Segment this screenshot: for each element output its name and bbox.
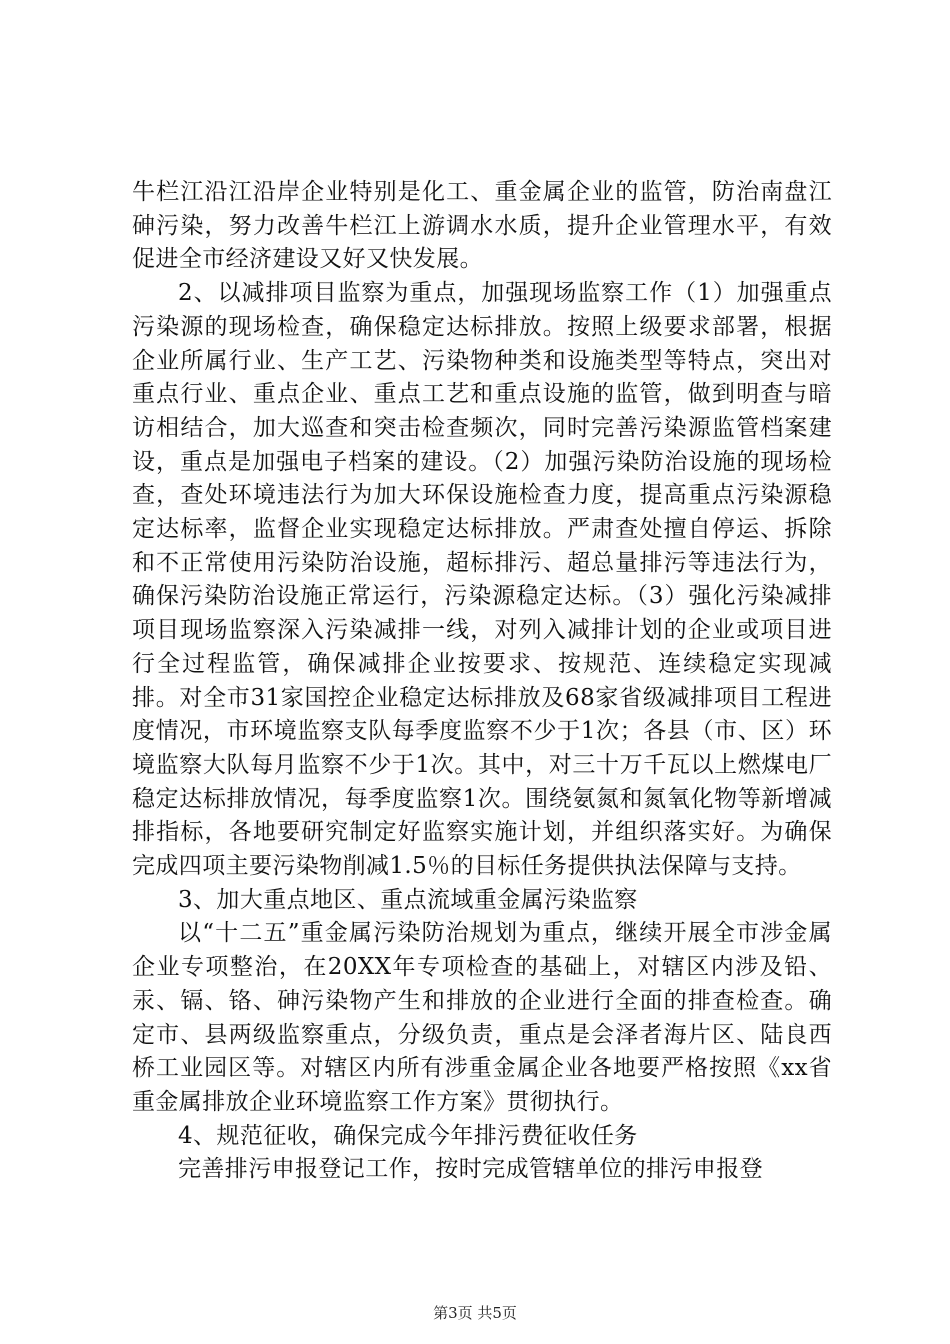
section-heading-4: 4、规范征收，确保完成今年排污费征收任务: [178, 1122, 638, 1149]
document-body: [132, 176, 832, 1187]
paragraph-4: 以“十二五”重金属污染防治规划为重点，继续开展全市涉金属企业专项整治，在20XX年专项检查的基础上，对辖区内涉及铅、汞、镉、铬、砷污染物产生和排放的企业进行全面的排查检查。确定市、县两级监察重点，分级负责，重点是会泽者海片区、陆良西桥工业园区等。对辖区内所有涉重金属企业各地要严格按照《xx省重金属排放企业环境监察工作方案》贯彻执行。: [132, 920, 832, 1115]
page-footer: 第3页 共5页: [433, 1304, 517, 1322]
paragraph-2: 2、以减排项目监察为重点，加强现场监察工作（1）加强重点污染源的现场检查，确保稳定达标排放。按照上级要求部署，根据企业所属行业、生产工艺、污染物种类和设施类型等特点，突出对重点行业、重点企业、重点工艺和重点设施的监管，做到明查与暗访相结合，加大巡查和突击检查频次，同时完善污染源监管档案建设，重点是加强电子档案的建设。（2）加强污染防治设施的现场检查，查处环境违法行为加大环保设施检查力度，提高重点污染源稳定达标率，监督企业实现稳定达标排放。严肃查处擅自停运、拆除和不正常使用污染防治设施，超标排污、超总量排污等违法行为，确保污染防治设施正常运行，污染源稳定达标。（3）强化污染减排项目现场监察深入污染减排一线，对列入减排计划的企业或项目进行全过程监管，确保减排企业按要求、按规范、连续稳定实现减排。对全市31家国控企业稳定达标排放及68家省级减排项目工程进度情况，市环境监察支队每季度监察不少于1次；各县（市、区）环境监察大队每月监察不少于1次。其中，对三十万千瓦以上燃煤电厂稳定达标排放情况，每季度监察1次。围绕氨氮和氮氧化物等新增减排指标，各地要研究制定好监察实施计划，并组织落实好。为确保完成四项主要污染物削减1.5％的目标任务提供执法保障与支持。: [132, 280, 832, 880]
section-heading-3: 3、加大重点地区、重点流域重金属污染监察: [178, 886, 638, 913]
paragraph-6: 完善排污申报登记工作，按时完成管辖单位的排污申报登: [178, 1156, 763, 1183]
paragraph-1: 牛栏江沿江沿岸企业特别是化工、重金属企业的监管，防治南盘江砷污染，努力改善牛栏江上游调水水质，提升企业管理水平，有效促进全市经济建设又好又快发展。: [132, 179, 832, 273]
